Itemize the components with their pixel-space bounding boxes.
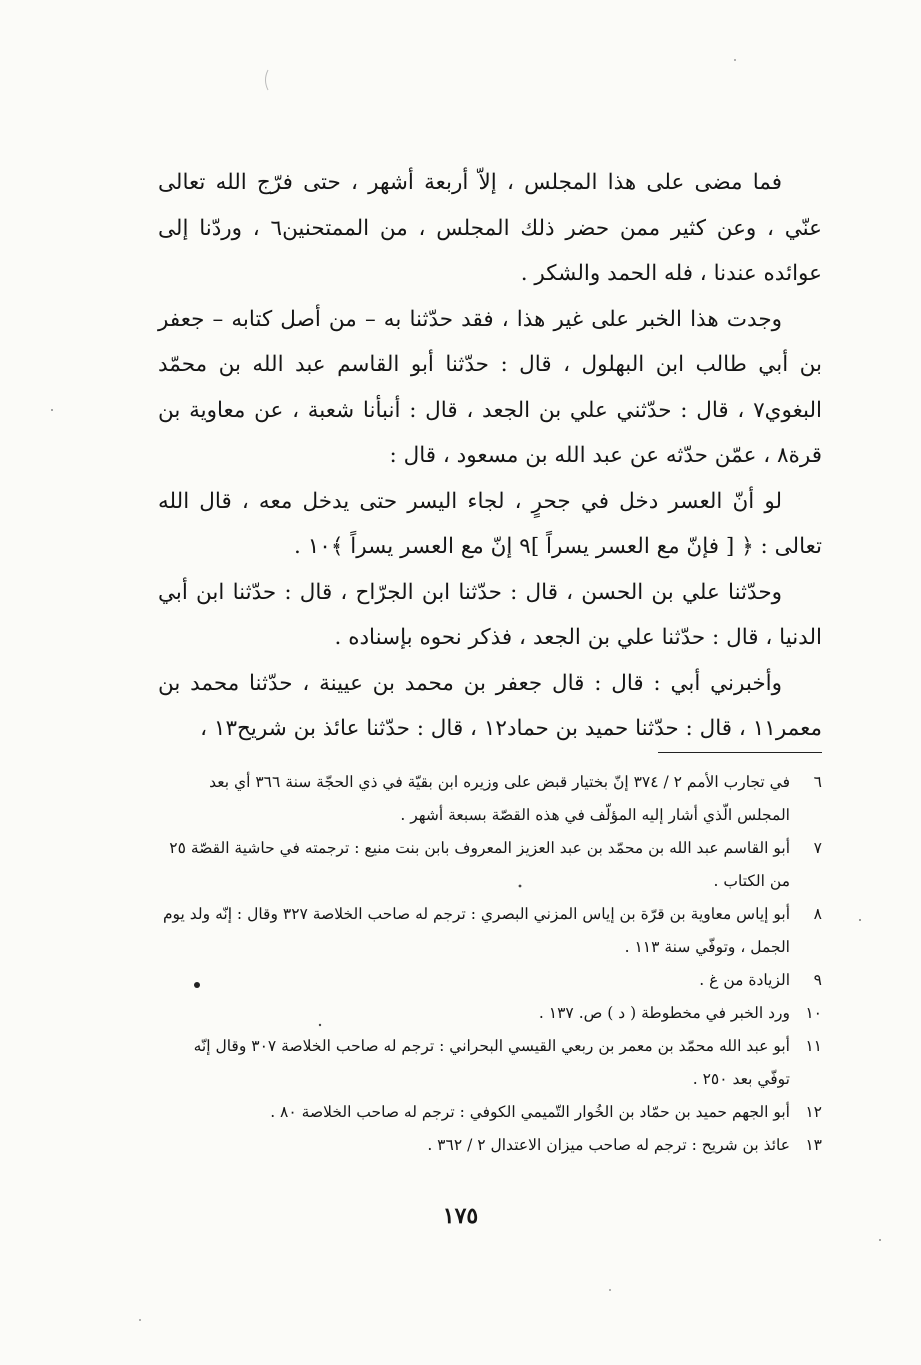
footnote — [158, 898, 822, 964]
footnote-number: ٦ — [813, 773, 822, 791]
footnote — [158, 997, 822, 1030]
page-number: ١٧٥ — [442, 1203, 479, 1229]
footnote-text: أبو القاسم عبد الله بن محمّد بن عبد العزيز المعروف بابن بنت منيع : ترجمته في حاشية القصّة ٢٥ من الكتاب . — [169, 839, 790, 890]
footnote-number: ١٢ — [805, 1103, 822, 1121]
body-paragraph: لو أنّ العسر دخل في جحرٍ ، لجاء اليسر حتى يدخل معه ، قال الله تعالى : ﴿ [ فإنّ مع العسر يسراً ]٩ إنّ مع العسر يسراً ﴾١٠ . — [158, 488, 822, 559]
footnote-number: ١٣ — [805, 1136, 822, 1154]
footnote-text: الزيادة من غ . — [699, 971, 790, 989]
footnote-text: عائذ بن شريح : ترجم له صاحب ميزان الاعتدال ٢ / ٣٦٢ . — [427, 1136, 790, 1154]
footnote-number: ٩ — [813, 971, 822, 989]
footnote-number: ٧ — [813, 839, 822, 857]
footnote — [158, 766, 822, 832]
body-paragraph: وجدت هذا الخبر على غير هذا ، فقد حدّثنا به – من أصل كتابه – جعفر بن أبي طالب ابن البهلول ، قال : حدّثنا أبو القاسم عبد الله بن محمّد البغوي٧ ، قال : حدّثني علي بن الجعد ، قال : أنبأنا شعبة ، عن معاوية بن قرة٨ ، عمّن حدّثه عن عبد الله بن مسعود ، قال : — [158, 306, 822, 468]
footnote-text: ورد الخبر في مخطوطة ( د ) ص. ١٣٧ . — [538, 1004, 790, 1022]
footnotes — [158, 766, 822, 1162]
footnote-number: ١٠ — [805, 1004, 822, 1022]
footnote-text: أبو عبد الله محمّد بن معمر بن ربعي القيسي البحراني : ترجم له صاحب الخلاصة ٣٠٧ وقال إنّه توفّي بعد ٢٥٠ . — [193, 1037, 790, 1088]
footnote-number: ٨ — [813, 905, 822, 923]
footnote-text: أبو إياس معاوية بن قرّة بن إياس المزني البصري : ترجم له صاحب الخلاصة ٣٢٧ وقال : إنّه ولد يوم الجمل ، وتوفّي سنة ١١٣ . — [162, 905, 790, 956]
footnote — [158, 1129, 822, 1162]
footnote-text: في تجارب الأمم ٢ / ٣٧٤ إنّ بختيار قبض على وزيره ابن بقيّة في ذي الحجّة سنة ٣٦٦ أي بعد المجلس الّذي أشار إليه المؤلّف في هذه القصّة بسبعة أشهر . — [209, 773, 790, 824]
footnote — [158, 1096, 822, 1129]
body-paragraph: وأخبرني أبي : قال : قال جعفر بن محمد بن عيينة ، حدّثنا محمد بن معمر١١ ، قال : حدّثنا حميد بن حماد١٢ ، قال : حدّثنا عائذ بن شريح١٣ ، — [158, 670, 822, 741]
footnote-text: أبو الجهم حميد بن حمّاد بن الخُوار التّميمي الكوفي : ترجم له صاحب الخلاصة ٨٠ . — [270, 1103, 790, 1121]
footnote — [158, 1030, 822, 1096]
body-text — [158, 160, 822, 752]
body-paragraph: فما مضى على هذا المجلس ، إلاّ أربعة أشهر ، حتى فرّج الله تعالى عنّي ، وعن كثير ممن حضر ذلك المجلس ، من الممتحنين٦ ، وردّنا إلى عوائده عندنا ، فله الحمد والشكر . — [158, 170, 822, 286]
footnote — [158, 964, 822, 997]
footnote — [158, 832, 822, 898]
footnote-number: ١١ — [805, 1037, 822, 1055]
body-paragraph: وحدّثنا علي بن الحسن ، قال : حدّثنا ابن الجرّاح ، قال : حدّثنا ابن أبي الدنيا ، قال : حدّثنا علي بن الجعد ، فذكر نحوه بإسناده . — [158, 579, 822, 650]
footnote-separator — [658, 752, 822, 753]
